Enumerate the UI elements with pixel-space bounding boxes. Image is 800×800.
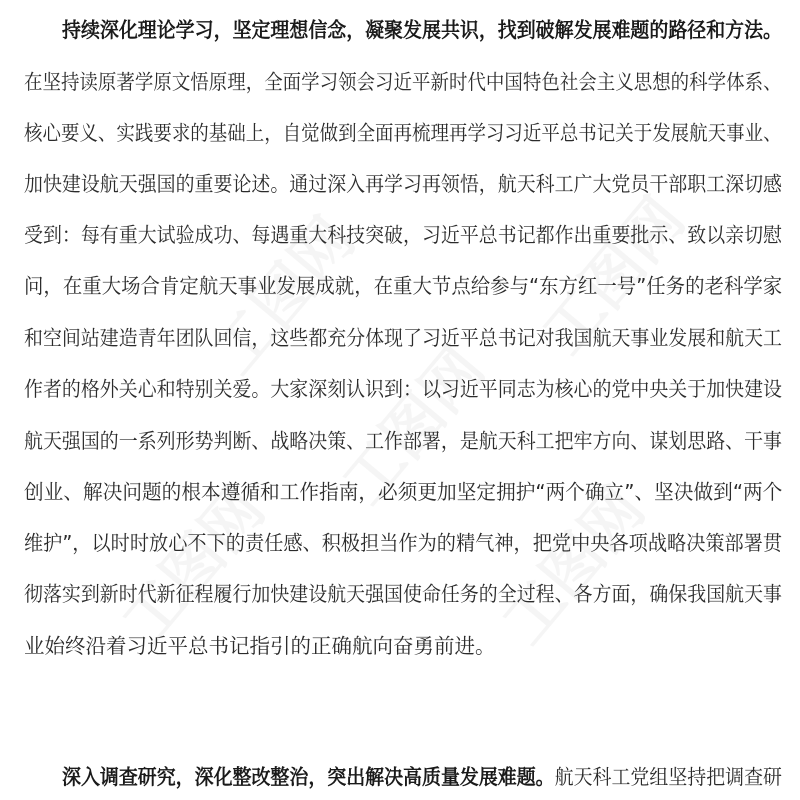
paragraph-line: 问，在重大场合肯定航天事业发展成就，在重大节点给参与“东方红一号”任务的老科学家	[24, 274, 783, 298]
paragraph-line	[62, 764, 782, 790]
paragraph-line: 彻落实到新时代新征程履行加快建设航天强国使命任务的全过程、各方面，确保我国航天事	[24, 582, 782, 606]
paragraph-line: 和空间站建造青年团队回信，这些都充分体现了习近平总书记对我国航天事业发展和航天工	[24, 326, 782, 350]
paragraph-line: 航天强国的一系列形势判断、战略决策、工作部署，是航天科工把牢方向、谋划思路、干事	[24, 429, 782, 453]
paragraph-line: 业始终沿着习近平总书记指引的正确航向奋勇前进。	[24, 634, 496, 658]
paragraph-line: 创业、解决问题的根本遵循和工作指南，必须更加坚定拥护“两个确立”、坚决做到“两个	[24, 480, 783, 504]
paragraph-line: 在坚持读原著学原文悟原理，全面学习领会习近平新时代中国特色社会主义思想的科学体系、	[24, 70, 782, 94]
paragraph-heading: 深入调查研究，深化整改整治，突出解决高质量发展难题。	[62, 765, 555, 789]
paragraph-text: 航天科工党组坚持把调查研	[554, 765, 782, 789]
paragraph-line: 加快建设航天强国的重要论述。通过深入再学习再领悟，航天科工广大党员干部职工深切感	[24, 172, 782, 196]
paragraph-line: 作者的格外关心和特别关爱。大家深刻认识到：以习近平同志为核心的党中央关于加快建设	[24, 377, 782, 401]
paragraph-heading: 持续深化理论学习，坚定理想信念，凝聚发展共识，找到破解发展难题的路径和方法。	[62, 18, 782, 42]
paragraph-line: 维护”，以时时放心不下的责任感、积极担当作为的精气神，把党中央各项战略决策部署贯	[24, 531, 783, 555]
paragraph-line: 受到：每有重大试验成功、每遇重大科技突破，习近平总书记都作出重要批示、致以亲切慰	[24, 223, 782, 247]
paragraph-line: 核心要义、实践要求的基础上，自觉做到全面再梳理再学习习近平总书记关于发展航天事业、	[24, 121, 782, 145]
